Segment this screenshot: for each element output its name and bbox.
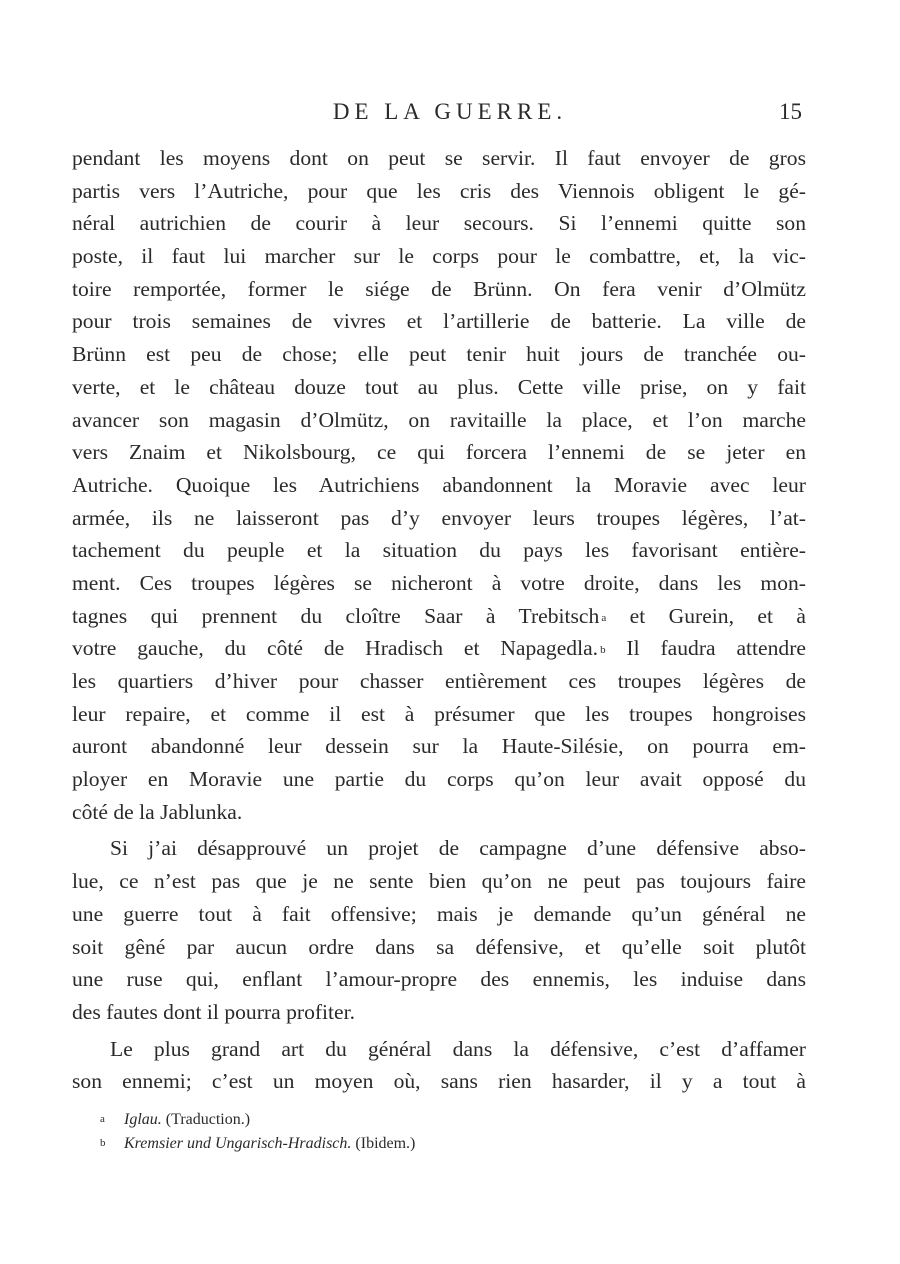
line-text: vers Znaim et Nikolsbourg, ce qui forcera l’ennemi de se jeter en [72, 440, 806, 465]
text-line [72, 698, 806, 731]
footnote-reference-text: Kremsier und Ungarisch-Hradisch. [124, 1135, 352, 1152]
text-line [72, 796, 806, 829]
line-text: pour trois semaines de vivres et l’artillerie de batterie. La ville de [72, 309, 806, 334]
line-text: Autriche. Quoique les Autrichiens abandonnent la Moravie avec leur [72, 472, 806, 497]
line-text: toire remportée, former le siége de Brünn. On fera venir d’Olmütz [72, 276, 806, 301]
footnote-marker: b [100, 1137, 106, 1149]
page-number: 15 [779, 99, 802, 124]
line-text: Si j’ai désapprouvé un projet de campagne d’une défensive abso- [110, 836, 806, 861]
line-text: tachement du peuple et la situation du pays les favorisant entière- [72, 538, 806, 563]
footnote-marker: a [100, 1113, 105, 1125]
text-line [72, 730, 806, 763]
footnote-reference: b [600, 644, 606, 657]
line-text: pendant les moyens dont on peut se servir. Il faut envoyer de gros [72, 146, 806, 170]
text-line [72, 305, 806, 338]
text-line [72, 534, 806, 567]
line-text: armée, ils ne laisseront pas d’y envoyer leurs troupes légères, l’at- [72, 505, 806, 530]
text-line [72, 207, 806, 240]
text-line [72, 436, 806, 469]
running-title: DE LA GUERRE. [332, 99, 568, 124]
line-text: une guerre tout à fait offensive; mais je demande qu’un général ne [72, 901, 806, 926]
text-line [72, 338, 806, 371]
text-line [72, 240, 806, 273]
text-line [72, 469, 806, 502]
running-header [0, 96, 900, 128]
footnote [100, 1108, 800, 1132]
footnote-reference: a [601, 611, 607, 624]
text-line [72, 763, 806, 796]
line-text: ployer en Moravie une partie du corps qu’on leur avait opposé du [72, 767, 806, 792]
text-line [72, 502, 806, 535]
text-line [72, 898, 806, 931]
text-line [72, 273, 806, 306]
footnote [100, 1132, 800, 1156]
line-text: son ennemi; c’est un moyen où, sans rien hasarder, il y a tout à [72, 1069, 806, 1094]
paragraph [72, 832, 806, 1028]
line-text: ment. Ces troupes légères se nicheront à votre droite, dans les mon- [72, 570, 806, 595]
line-text: des fautes dont il pourra profiter. [72, 999, 356, 1024]
line-text: partis vers l’Autriche, pour que les cris des Viennois obligent le gé- [72, 178, 806, 203]
line-text: poste, il faut lui marcher sur le corps pour le combattre, et, la vic- [72, 244, 806, 269]
line-text: les quartiers d’hiver pour chasser entièrement ces troupes légères de [72, 669, 806, 693]
text-line [72, 600, 806, 633]
line-text: une ruse qui, enflant l’amour-propre des ennemis, les induise dans [72, 967, 806, 992]
line-text: néral autrichien de courir à leur secours. Si l’ennemi quitte son [72, 211, 806, 236]
line-text: verte, et le château douze tout au plus. Cette ville prise, on y fait [72, 374, 806, 399]
footnote-reference-text: Iglau. [124, 1111, 162, 1128]
text-line [72, 142, 806, 175]
footnotes [100, 1108, 800, 1156]
line-text: votre gauche, du côté de Hradisch et Napagedla. [72, 636, 599, 661]
body-text [72, 142, 806, 1098]
text-line [72, 567, 806, 600]
text-line [72, 665, 806, 698]
paragraph [72, 1033, 806, 1098]
line-text-continued: et Gurein, et à [606, 603, 806, 628]
text-line [72, 632, 806, 665]
line-text: tagnes qui prennent du cloître Saar à Trebitsch [72, 603, 600, 628]
paragraph [72, 142, 806, 828]
line-text: leur repaire, et comme il est à présumer que les troupes hongroises [72, 701, 806, 726]
line-text: Le plus grand art du général dans la défensive, c’est d’affamer [110, 1036, 806, 1061]
footnote-note: (Traduction.) [161, 1111, 251, 1128]
line-text: Brünn est peu de chose; elle peut tenir huit jours de tranchée ou- [72, 342, 806, 367]
text-line [72, 865, 806, 898]
text-line [72, 371, 806, 404]
text-line [72, 404, 806, 437]
line-text: avancer son magasin d’Olmütz, on ravitaille la place, et l’on marche [72, 407, 806, 432]
line-text: côté de la Jablunka. [72, 799, 243, 824]
text-line [72, 1033, 806, 1066]
text-line [72, 1065, 806, 1098]
text-line [72, 832, 806, 865]
line-text: soit gêné par aucun ordre dans sa défensive, et qu’elle soit plutôt [72, 934, 806, 959]
text-line [72, 931, 806, 964]
footnote-note: (Ibidem.) [351, 1135, 416, 1152]
text-line [72, 175, 806, 208]
text-line [72, 996, 806, 1029]
line-text-continued: Il faudra attendre [605, 636, 806, 661]
text-line [72, 963, 806, 996]
line-text: auront abandonné leur dessein sur la Haute-Silésie, on pourra em- [72, 734, 806, 759]
line-text: lue, ce n’est pas que je ne sente bien qu’on ne peut pas toujours faire [72, 869, 806, 894]
